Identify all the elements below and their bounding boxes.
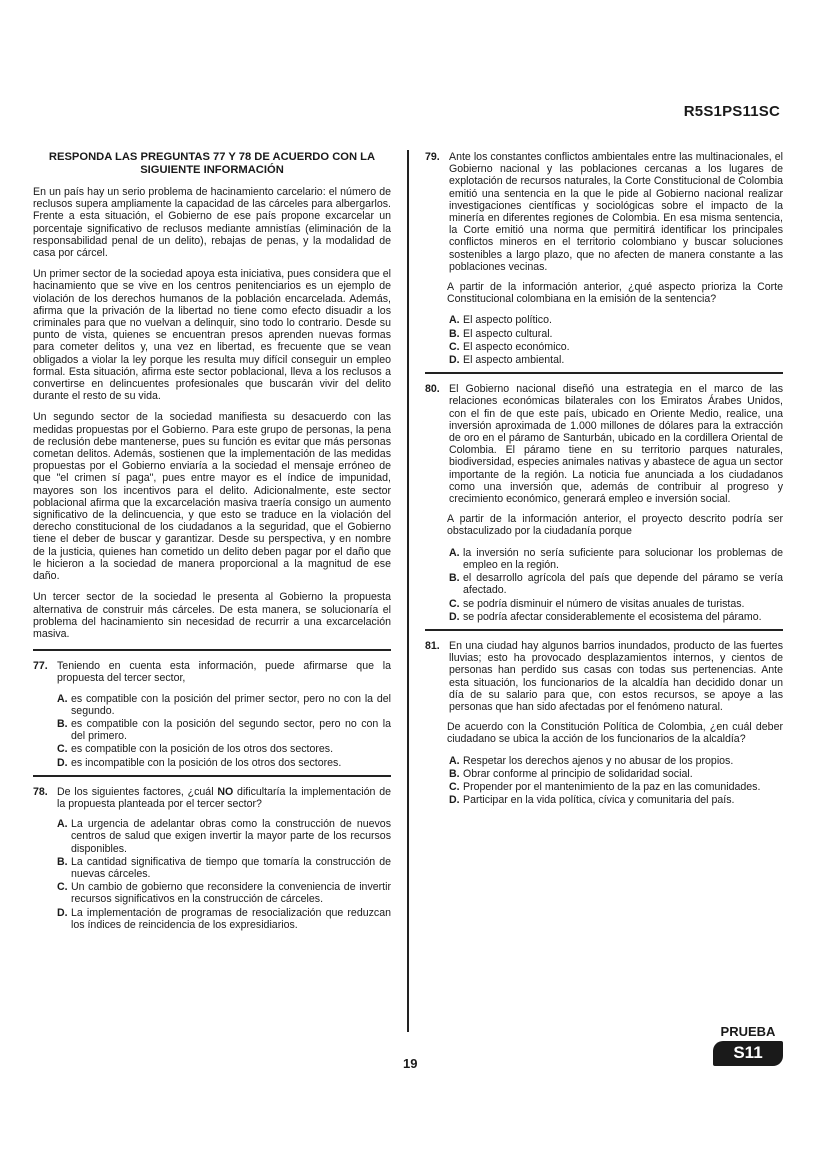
option-d[interactable]	[57, 757, 391, 769]
option-letter: D.	[449, 794, 460, 807]
option-a[interactable]	[449, 314, 783, 326]
question-78-options	[57, 818, 391, 931]
test-badge	[713, 1024, 783, 1066]
option-text: es incompatible con la posición de los otros dos sectores.	[71, 756, 342, 769]
option-text: Obrar conforme al principio de solidaridad social.	[463, 767, 693, 780]
option-letter: A.	[57, 818, 68, 831]
option-text: Respetar los derechos ajenos y no abusar de los propios.	[463, 754, 734, 767]
question-separator	[425, 372, 783, 374]
question-prompt: A partir de la información anterior, el proyecto descrito podría ser obstaculizado por la ciudadanía porque	[447, 513, 783, 538]
option-letter: D.	[449, 354, 460, 367]
document-code: R5S1PS11SC	[683, 103, 780, 120]
option-text: El aspecto ambiental.	[463, 354, 565, 367]
option-letter: B.	[57, 717, 68, 730]
option-c[interactable]	[57, 743, 391, 755]
question-separator	[33, 649, 391, 651]
badge-label: PRUEBA	[720, 1024, 776, 1039]
option-text: es compatible con la posición del primer sector, pero no con la del segundo.	[71, 692, 391, 717]
option-letter: C.	[449, 340, 460, 353]
option-text: La implementación de programas de resocialización que reduzcan los índices de reincidencia de los expresidiarios.	[71, 906, 391, 931]
context-paragraph-2: Un primer sector de la sociedad apoya esta iniciativa, pues considera que el hacinamiento que se vive en los centros penitenciarios es un ejemplo de violación de los derechos humanos de la población encarcelada. Además, afirma que la privación de la libertad no tiene como efecto disuadir a los criminales para que no vuelvan a delinquir, sino todo lo contrario. Desde su punto de vista, quienes se encuentran presos aprenden nuevas formas para cometer delitos y, una vez en libertad, es frecuente que se vean obligados a violar la ley porque les resulta muy difícil conseguir un empleo formal. Esta situación, afirma este sector poblacional, lleva a los reclusos a convertirse en delincuentes profesionales que buscarán vivir del delito durante el resto de su vida.	[33, 268, 391, 403]
question-text: En una ciudad hay algunos barrios inundados, producto de las fuertes lluvias; esto ha provocado desplazamientos internos, y cientos de personas han perdido sus casas con todas sus pertenencias. Ante esta situación, los funcionarios de la alcaldía han decidido donar un día de su salario para que, con estos recursos, se apoye a las personas que han sido afectadas por el fenómeno natural.	[449, 639, 783, 713]
question-80	[425, 383, 783, 505]
section-heading: RESPONDA LAS PREGUNTAS 77 Y 78 DE ACUERDO CON LA SIGUIENTE INFORMACIÓN	[48, 151, 376, 176]
option-letter: A.	[449, 314, 460, 327]
column-divider	[407, 150, 409, 1032]
question-number: 78.	[33, 785, 48, 798]
option-letter: D.	[57, 756, 68, 769]
option-c[interactable]	[449, 341, 783, 353]
question-81	[425, 640, 783, 713]
question-prompt: A partir de la información anterior, ¿qué aspecto prioriza la Corte Constitucional colombiana en la emisión de la sentencia?	[447, 281, 783, 306]
question-text-end: dificultaría la implementación de la propuesta planteada por el tercer sector?	[57, 785, 391, 810]
question-78	[33, 786, 391, 810]
question-77-options	[57, 693, 391, 769]
right-column	[425, 151, 783, 810]
option-d[interactable]	[449, 794, 783, 806]
question-separator	[33, 775, 391, 777]
option-text: Propender por el mantenimiento de la paz en las comunidades.	[463, 780, 761, 793]
option-letter: A.	[449, 754, 460, 767]
left-column	[33, 151, 391, 935]
option-letter: A.	[57, 692, 68, 705]
option-c[interactable]	[57, 881, 391, 905]
question-79	[425, 151, 783, 273]
question-number: 79.	[425, 151, 440, 163]
option-text: la inversión no sería suficiente para solucionar los problemas de empleo en la región.	[463, 546, 783, 571]
option-text: La cantidad significativa de tiempo que tomaría la construcción de nuevas cárceles.	[71, 855, 391, 880]
option-letter: B.	[57, 855, 68, 868]
option-a[interactable]	[57, 818, 391, 855]
question-80-options	[449, 547, 783, 623]
option-text: el desarrollo agrícola del país que depende del páramo se vería afectado.	[463, 572, 783, 597]
question-separator	[425, 629, 783, 631]
option-letter: B.	[449, 572, 460, 585]
option-text: se podría afectar considerablemente el ecosistema del páramo.	[463, 610, 762, 623]
option-text: es compatible con la posición del segundo sector, pero no con la del primero.	[71, 717, 391, 743]
option-letter: D.	[57, 906, 68, 919]
option-letter: A.	[449, 546, 460, 559]
option-b[interactable]	[449, 768, 783, 780]
option-b[interactable]	[449, 328, 783, 340]
question-81-options	[449, 755, 783, 807]
option-b[interactable]	[57, 856, 391, 880]
question-text: Ante los constantes conflictos ambientales entre las multinacionales, el Gobierno nacional y las poblaciones cercanas a los lugares de explotación de recursos naturales, la Corte Constitucional de Colombia emitió una sentencia en la que le pide al Gobierno nacional realizar investigaciones científicas y sociológicas sobre el impacto de la minería en diferentes regiones de Colombia. En esa misma sentencia, la Corte emitió una norma que permitirá identificar los principales conflictos mineros en el territorio colombiano y buscar soluciones sostenibles a largo plazo, que no afecten de manera constante a las poblaciones vecinas.	[449, 151, 783, 273]
option-text: La urgencia de adelantar obras como la construcción de nuevos centros de salud que exigen invertir la mayor parte de los recursos disponibles.	[71, 818, 391, 855]
option-c[interactable]	[449, 781, 783, 793]
option-text: se podría disminuir el número de visitas anuales de turistas.	[463, 597, 745, 610]
question-79-options	[449, 314, 783, 366]
badge-code: S11	[713, 1041, 783, 1066]
emphasis-no: NO	[217, 785, 234, 798]
context-paragraph-3: Un segundo sector de la sociedad manifiesta su desacuerdo con las medidas propuestas por el Gobierno. Para este grupo de personas, la pena de reclusión debe mantenerse, pues su función es evitar que más personas cometan delitos. Además, sostienen que la implementación de las medidas propuestas por el Gobierno enviaría a la sociedad el mensaje erróneo de que "el crimen sí paga", pues entre mayor es el índice de impunidad, mayores son los incentivos para el delito. Adicionalmente, este sector poblacional afirma que la excarcelación masiva traería consigo un aumento significativo de la delincuencia, y que esto se traduce en la violación del derecho constitucional de los ciudadanos a la seguridad, que el Gobierno tiene el deber de buscar y garantizar. Desde su perspectiva, y en nombre de la justicia, quienes han cometido un delito deben pagar por el daño que le hicieron a la sociedad de manera proporcional a la magnitud de ese daño.	[33, 411, 391, 583]
question-prompt: De acuerdo con la Constitución Política de Colombia, ¿en cuál deber ciudadano se ubica la acción de los funcionarios de la alcaldía?	[447, 721, 783, 746]
option-d[interactable]	[449, 611, 783, 623]
option-text: El aspecto económico.	[463, 340, 570, 353]
option-text: es compatible con la posición de los otros dos sectores.	[71, 743, 334, 756]
context-paragraph-1: En un país hay un serio problema de hacinamiento carcelario: el número de reclusos supera ampliamente la capacidad de las cárceles para albergarlos. Frente a esta situación, el Gobierno de ese país propone excarcelar un porcentaje significativo de reclusos mediante amnistías (eliminación de la responsabilidad penal de un delito), rebajas de penas, y la modalidad de casa por cárcel.	[33, 186, 391, 260]
option-d[interactable]	[57, 907, 391, 931]
question-text: Teniendo en cuenta esta información, puede afirmarse que la propuesta del tercer sector,	[57, 660, 391, 685]
question-number: 80.	[425, 383, 440, 396]
option-b[interactable]	[449, 572, 783, 596]
option-letter: B.	[449, 767, 460, 780]
option-b[interactable]	[57, 718, 391, 742]
option-letter: C.	[57, 743, 68, 756]
option-a[interactable]	[449, 547, 783, 571]
option-text: El aspecto cultural.	[463, 327, 553, 340]
question-text-start: De los siguientes factores, ¿cuál	[57, 785, 218, 798]
question-77	[33, 660, 391, 684]
option-a[interactable]	[449, 755, 783, 767]
question-number: 81.	[425, 639, 440, 652]
option-d[interactable]	[449, 354, 783, 366]
question-number: 77.	[33, 660, 48, 673]
option-letter: C.	[449, 597, 460, 610]
option-letter: C.	[449, 780, 460, 793]
option-letter: B.	[449, 327, 460, 340]
option-text: El aspecto político.	[463, 314, 552, 327]
option-letter: C.	[57, 881, 68, 894]
context-paragraph-4: Un tercer sector de la sociedad le presenta al Gobierno la propuesta alternativa de construir más cárceles. De esta manera, se solucionaría el problema del hacinamiento sin necesidad de recurrir a una excarcelación masiva.	[33, 591, 391, 640]
page-number: 19	[403, 1056, 418, 1071]
question-text	[57, 786, 391, 810]
question-text: El Gobierno nacional diseñó una estrategia en el marco de las relaciones económicas bilaterales con los Emiratos Árabes Unidos, con el fin de que este país, ubicado en Oriente Medio, realice, una inversión aproximada de 1.000 millones de dólares para la extracción de oro en el páramo de Santurbán, ubicado en la cordillera Oriental de Colombia. El páramo tiene en su territorio parques naturales, biodiversidad, especies animales nativas y abastece de agua un sector importante de la región. La noticia fue anunciada a los ciudadanos como una inversión que, además de contribuir al progreso y crecimiento económico, generará empleo e inversión social.	[449, 383, 783, 506]
option-text: Participar en la vida política, cívica y comunitaria del país.	[463, 794, 735, 807]
option-text: Un cambio de gobierno que reconsidere la conveniencia de invertir recursos significativos en la construcción de cárceles.	[71, 881, 391, 906]
option-letter: D.	[449, 610, 460, 623]
option-c[interactable]	[449, 598, 783, 610]
option-a[interactable]	[57, 693, 391, 717]
